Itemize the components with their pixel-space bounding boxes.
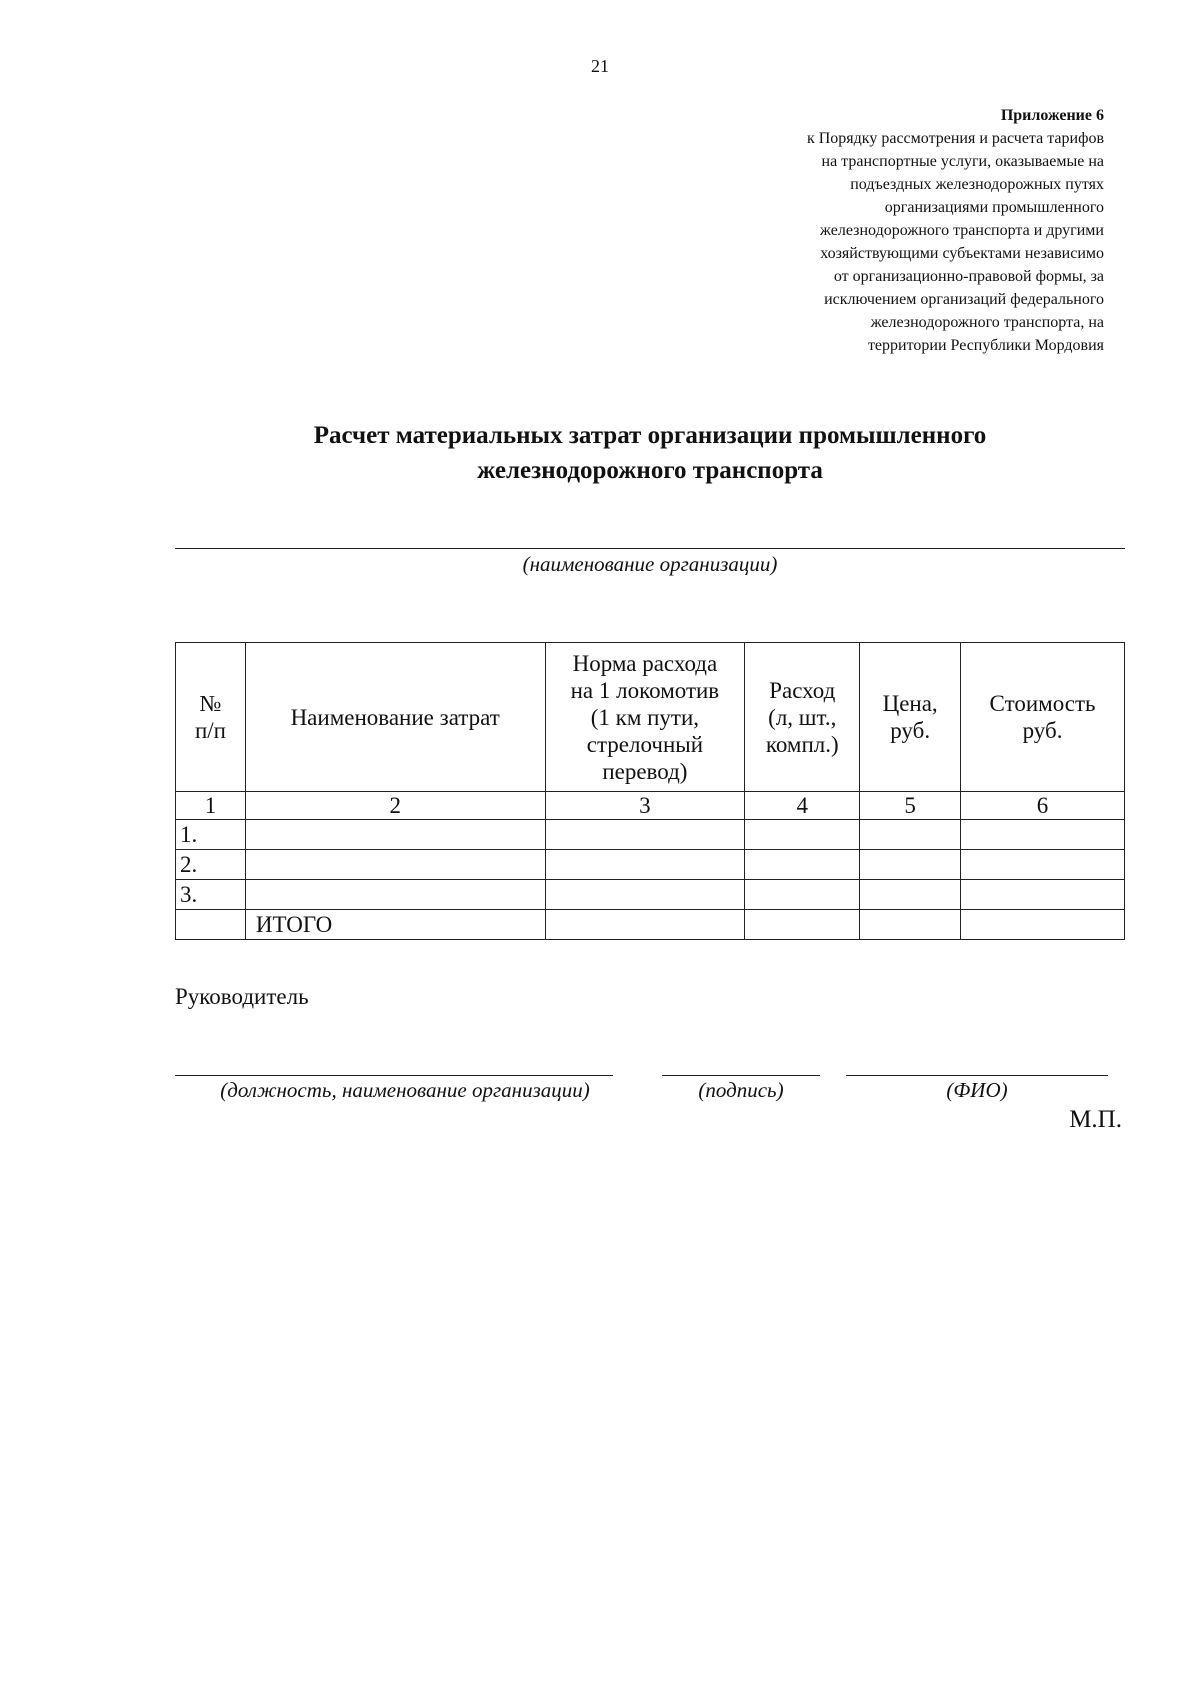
header-number: № п/п	[176, 643, 246, 792]
column-number: 6	[961, 792, 1125, 820]
total-label: ИТОГО	[245, 910, 545, 940]
appendix-line: территории Республики Мордовия	[867, 337, 1104, 354]
signature-line	[662, 1075, 820, 1076]
appendix-line: от организационно-правовой формы, за	[833, 268, 1104, 285]
table-row	[176, 820, 1125, 850]
appendix-line: исключением организаций федерального	[824, 291, 1104, 308]
column-number: 1	[176, 792, 246, 820]
header-consumption-norm: Норма расхода на 1 локомотив (1 км пути, стрелочный перевод)	[545, 643, 745, 792]
table-cell	[745, 850, 860, 880]
signature-caption: (подпись)	[698, 1078, 784, 1102]
table-cell	[245, 850, 545, 880]
table-cell: 3.	[176, 880, 246, 910]
header-price: Цена, руб.	[860, 643, 961, 792]
header-cost-name: Наименование затрат	[245, 643, 545, 792]
appendix-line: железнодорожного транспорта и другими	[819, 222, 1104, 239]
column-number: 5	[860, 792, 961, 820]
appendix-line: подъездных железнодорожных путях	[850, 176, 1104, 193]
table-cell	[545, 820, 745, 850]
document-title-line: железнодорожного транспорта	[477, 457, 823, 484]
table-total-row	[176, 910, 1125, 940]
header-consumption: Расход (л, шт., компл.)	[745, 643, 860, 792]
seal-mark: М.П.	[1069, 1106, 1122, 1133]
document-title	[200, 418, 1100, 488]
table-cell	[245, 820, 545, 850]
table-cell: 2.	[176, 850, 246, 880]
table-cell	[745, 910, 860, 940]
appendix-line: хозяйствующими субъектами независимо	[820, 245, 1104, 262]
appendix-line: на транспортные услуги, оказываемые на	[821, 153, 1104, 170]
table-cell	[961, 910, 1125, 940]
page-number: 21	[591, 56, 609, 76]
table-cell	[860, 910, 961, 940]
appendix-line: к Порядку рассмотрения и расчета тарифов	[806, 130, 1104, 147]
organization-name-line	[175, 548, 1125, 549]
document-title-line: Расчет материальных затрат организации промышленного	[313, 422, 987, 449]
table-row	[176, 880, 1125, 910]
manager-label: Руководитель	[175, 984, 309, 1009]
table-header-row	[176, 643, 1125, 792]
table-cell	[176, 910, 246, 940]
table-cell	[860, 850, 961, 880]
table-cell	[961, 880, 1125, 910]
appendix-title: Приложение 6	[1000, 107, 1104, 124]
column-number-row	[176, 792, 1125, 820]
table-cell	[545, 850, 745, 880]
table-cell	[545, 910, 745, 940]
table-cell	[245, 880, 545, 910]
appendix-line: железнодорожного транспорта, на	[870, 314, 1104, 331]
table-cell	[961, 820, 1125, 850]
appendix-line: организациями промышленного	[884, 199, 1104, 216]
position-caption: (должность, наименование организации)	[220, 1078, 590, 1102]
name-line	[846, 1075, 1108, 1076]
column-number: 3	[545, 792, 745, 820]
table-cell	[745, 820, 860, 850]
table-cell	[545, 880, 745, 910]
appendix-block	[684, 104, 1104, 357]
table-cell	[745, 880, 860, 910]
position-line	[175, 1075, 613, 1076]
table-row	[176, 850, 1125, 880]
column-number: 4	[745, 792, 860, 820]
table-cell	[860, 820, 961, 850]
material-costs-table	[175, 642, 1125, 940]
table-cell	[860, 880, 961, 910]
name-caption: (ФИО)	[946, 1078, 1008, 1102]
table-cell: 1.	[176, 820, 246, 850]
header-cost: Стоимость руб.	[961, 643, 1125, 792]
organization-caption: (наименование организации)	[522, 552, 778, 576]
column-number: 2	[245, 792, 545, 820]
table-cell	[961, 850, 1125, 880]
